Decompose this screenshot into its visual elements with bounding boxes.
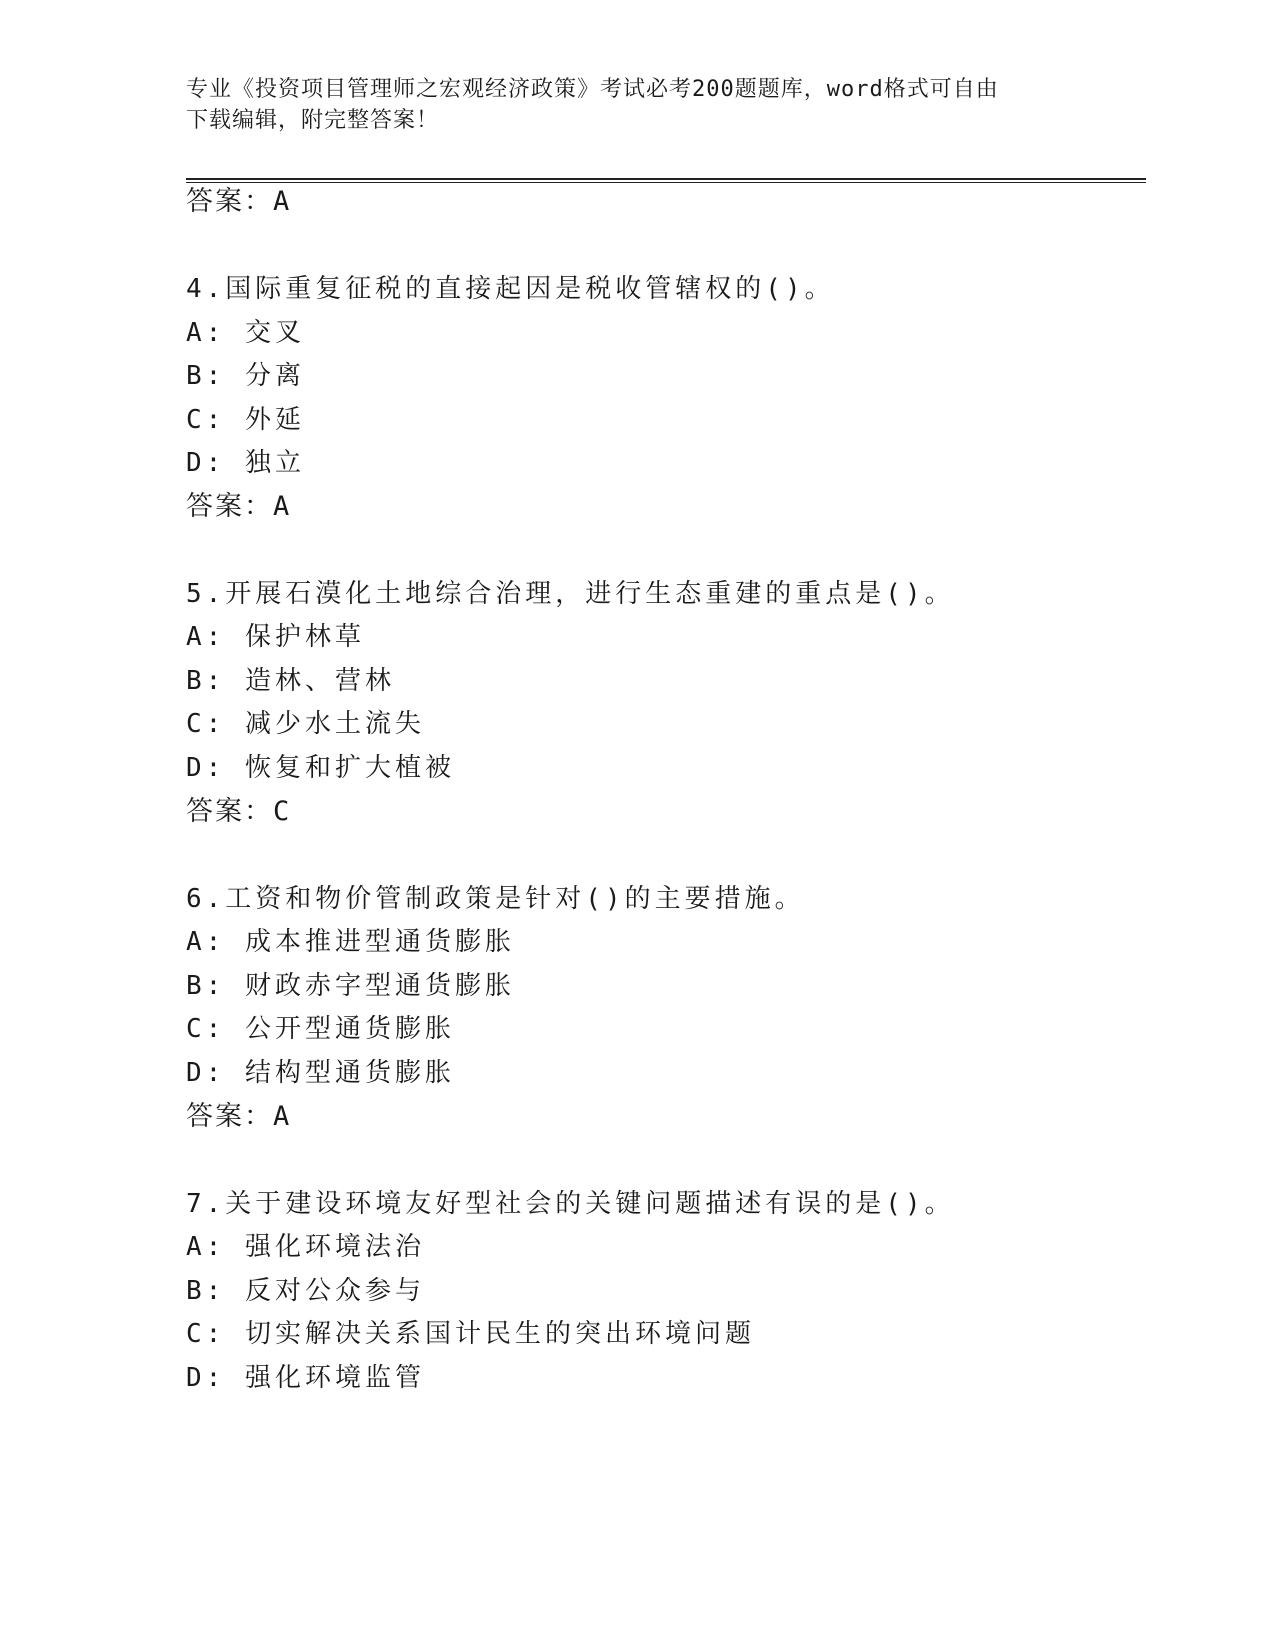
header-title-line-2: 下载编辑，附完整答案！	[186, 108, 440, 133]
question-4-option-b: B: 分离	[186, 361, 305, 391]
question-5-option-a: A: 保护林草	[186, 622, 365, 652]
question-6-option-c: C: 公开型通货膨胀	[186, 1014, 455, 1044]
question-6-option-a: A: 成本推进型通货膨胀	[186, 927, 515, 957]
question-stem-5: 5.开展石漠化土地综合治理，进行生态重建的重点是()。	[186, 579, 955, 609]
header-rule-thick	[186, 178, 1146, 180]
question-5-option-b: B: 造林、营林	[186, 666, 395, 696]
answer-5	[186, 796, 291, 828]
question-5-option-d: D: 恢复和扩大植被	[186, 753, 455, 783]
question-stem-6: 6.工资和物价管制政策是针对()的主要措施。	[186, 884, 805, 914]
question-7-option-d: D: 强化环境监管	[186, 1363, 425, 1393]
answer-label: 答案：	[186, 491, 273, 522]
answer-4	[186, 491, 291, 523]
question-stem-4: 4.国际重复征税的直接起因是税收管辖权的()。	[186, 274, 835, 304]
answer-value: A	[273, 1101, 292, 1132]
question-5-option-c: C: 减少水土流失	[186, 709, 425, 739]
answer-value: C	[273, 796, 292, 827]
answer-value: A	[273, 491, 292, 522]
answer-label: 答案：	[186, 1101, 273, 1132]
question-7-option-c: C: 切实解决关系国计民生的突出环境问题	[186, 1319, 755, 1349]
question-stem-7: 7.关于建设环境友好型社会的关键问题描述有误的是()。	[186, 1189, 955, 1219]
question-4-option-c: C: 外延	[186, 405, 305, 435]
question-4-option-a: A: 交叉	[186, 318, 305, 348]
header-rule-thin	[186, 182, 1146, 183]
question-7-option-b: B: 反对公众参与	[186, 1276, 425, 1306]
answer-value: A	[273, 186, 292, 217]
answer-label: 答案：	[186, 186, 273, 217]
header-title-line-1: 专业《投资项目管理师之宏观经济政策》考试必考200题题库，word格式可自由	[186, 77, 999, 102]
document-header	[186, 74, 1086, 136]
question-6-option-d: D: 结构型通货膨胀	[186, 1058, 455, 1088]
answer-6	[186, 1101, 291, 1133]
answer-label: 答案：	[186, 796, 273, 827]
answer-prev	[186, 186, 291, 218]
question-4-option-d: D: 独立	[186, 448, 305, 478]
question-6-option-b: B: 财政赤字型通货膨胀	[186, 971, 515, 1001]
question-7-option-a: A: 强化环境法治	[186, 1232, 425, 1262]
